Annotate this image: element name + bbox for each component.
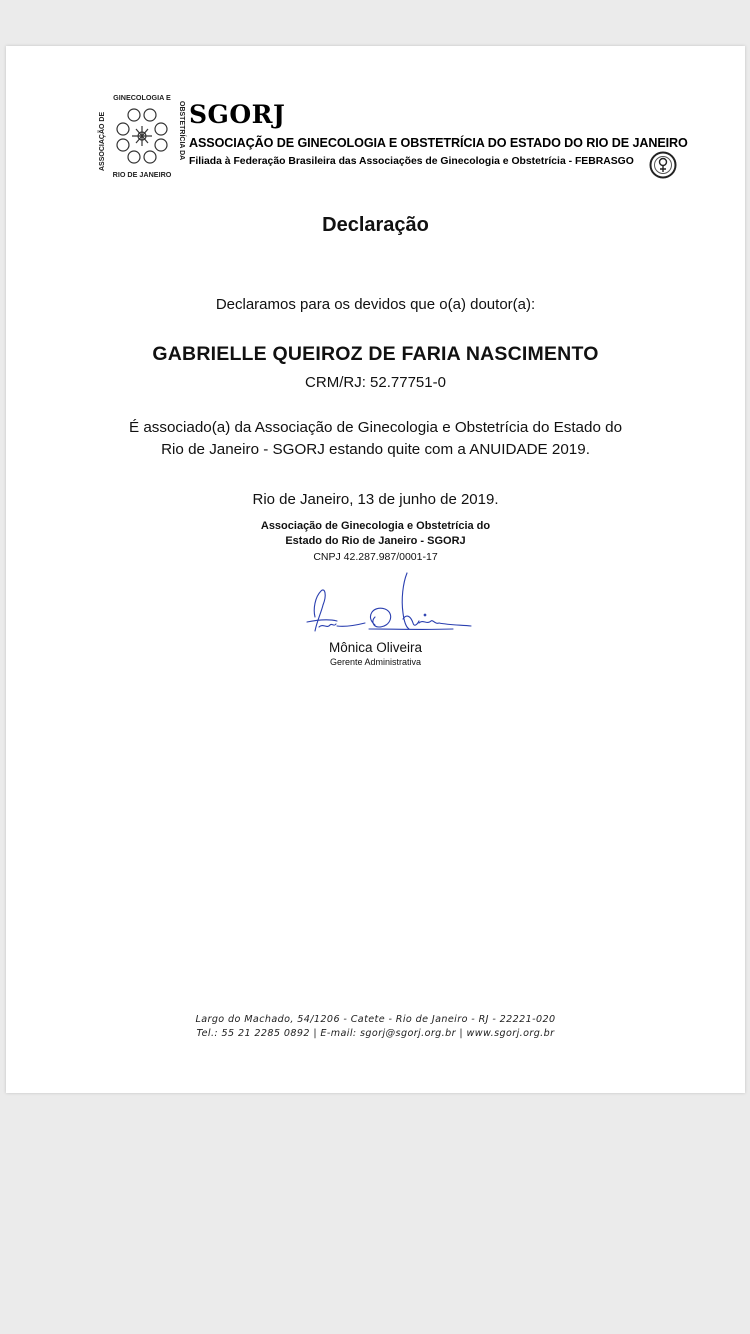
crm-number: CRM/RJ: 52.77751-0 [305, 374, 446, 391]
seal-text-top: GINECOLOGIA E [113, 93, 171, 102]
page-footer [6, 1013, 745, 1041]
declaration-intro: Declaramos para os devidos que o(a) doutor(a): [215, 296, 536, 313]
seal-text-right: OBSTETRÍCIA DA [178, 101, 185, 161]
org-full-name: ASSOCIAÇÃO DE GINECOLOGIA E OBSTETRÍCIA DO ESTADO DO RIO DE JANEIRO [189, 136, 688, 150]
doctor-name: GABRIELLE QUEIROZ DE FARIA NASCIMENTO [152, 343, 599, 365]
issuer-block [6, 519, 745, 548]
febrasgo-emblem-icon [649, 151, 677, 179]
federation-affiliation: Filiada à Federação Brasileira das Associações de Ginecologia e Obstetrícia - FEBRASGO [189, 156, 634, 167]
signer-name: Mônica Oliveira [328, 640, 423, 655]
seal-text-left: ASSOCIAÇÃO DE [99, 111, 106, 171]
footer-contact: Tel.: 55 21 2285 0892 | E-mail: sgorj@sgorj.org.br | www.sgorj.org.br [196, 1028, 555, 1039]
declaration-body [6, 417, 745, 461]
issuer-cnpj: CNPJ 42.287.987/0001-17 [313, 551, 438, 563]
issuer-line-2: Estado do Rio de Janeiro - SGORJ [285, 534, 466, 547]
footer-address: Largo do Machado, 54/1206 - Catete - Rio de Janeiro - RJ - 22221-020 [195, 1014, 556, 1025]
issuer-line-1: Associação de Ginecologia e Obstetrícia do [260, 520, 491, 532]
declaration-body-line-2: Rio de Janeiro - SGORJ estando quite com a ANUIDADE 2019. [161, 441, 590, 458]
place-and-date: Rio de Janeiro, 13 de junho de 2019. [252, 491, 499, 508]
declaration-body-line-1: É associado(a) da Associação de Ginecologia e Obstetrícia do Estado do [128, 419, 623, 436]
handwritten-signature [303, 569, 473, 643]
sgorj-seal-icon [96, 93, 188, 179]
document-page [6, 46, 745, 1093]
seal-text-bottom: RIO DE JANEIRO [112, 170, 172, 179]
org-name: SGORJ [189, 100, 286, 129]
document-title: Declaração [322, 214, 429, 236]
signer-role: Gerente Administrativa [329, 657, 422, 667]
